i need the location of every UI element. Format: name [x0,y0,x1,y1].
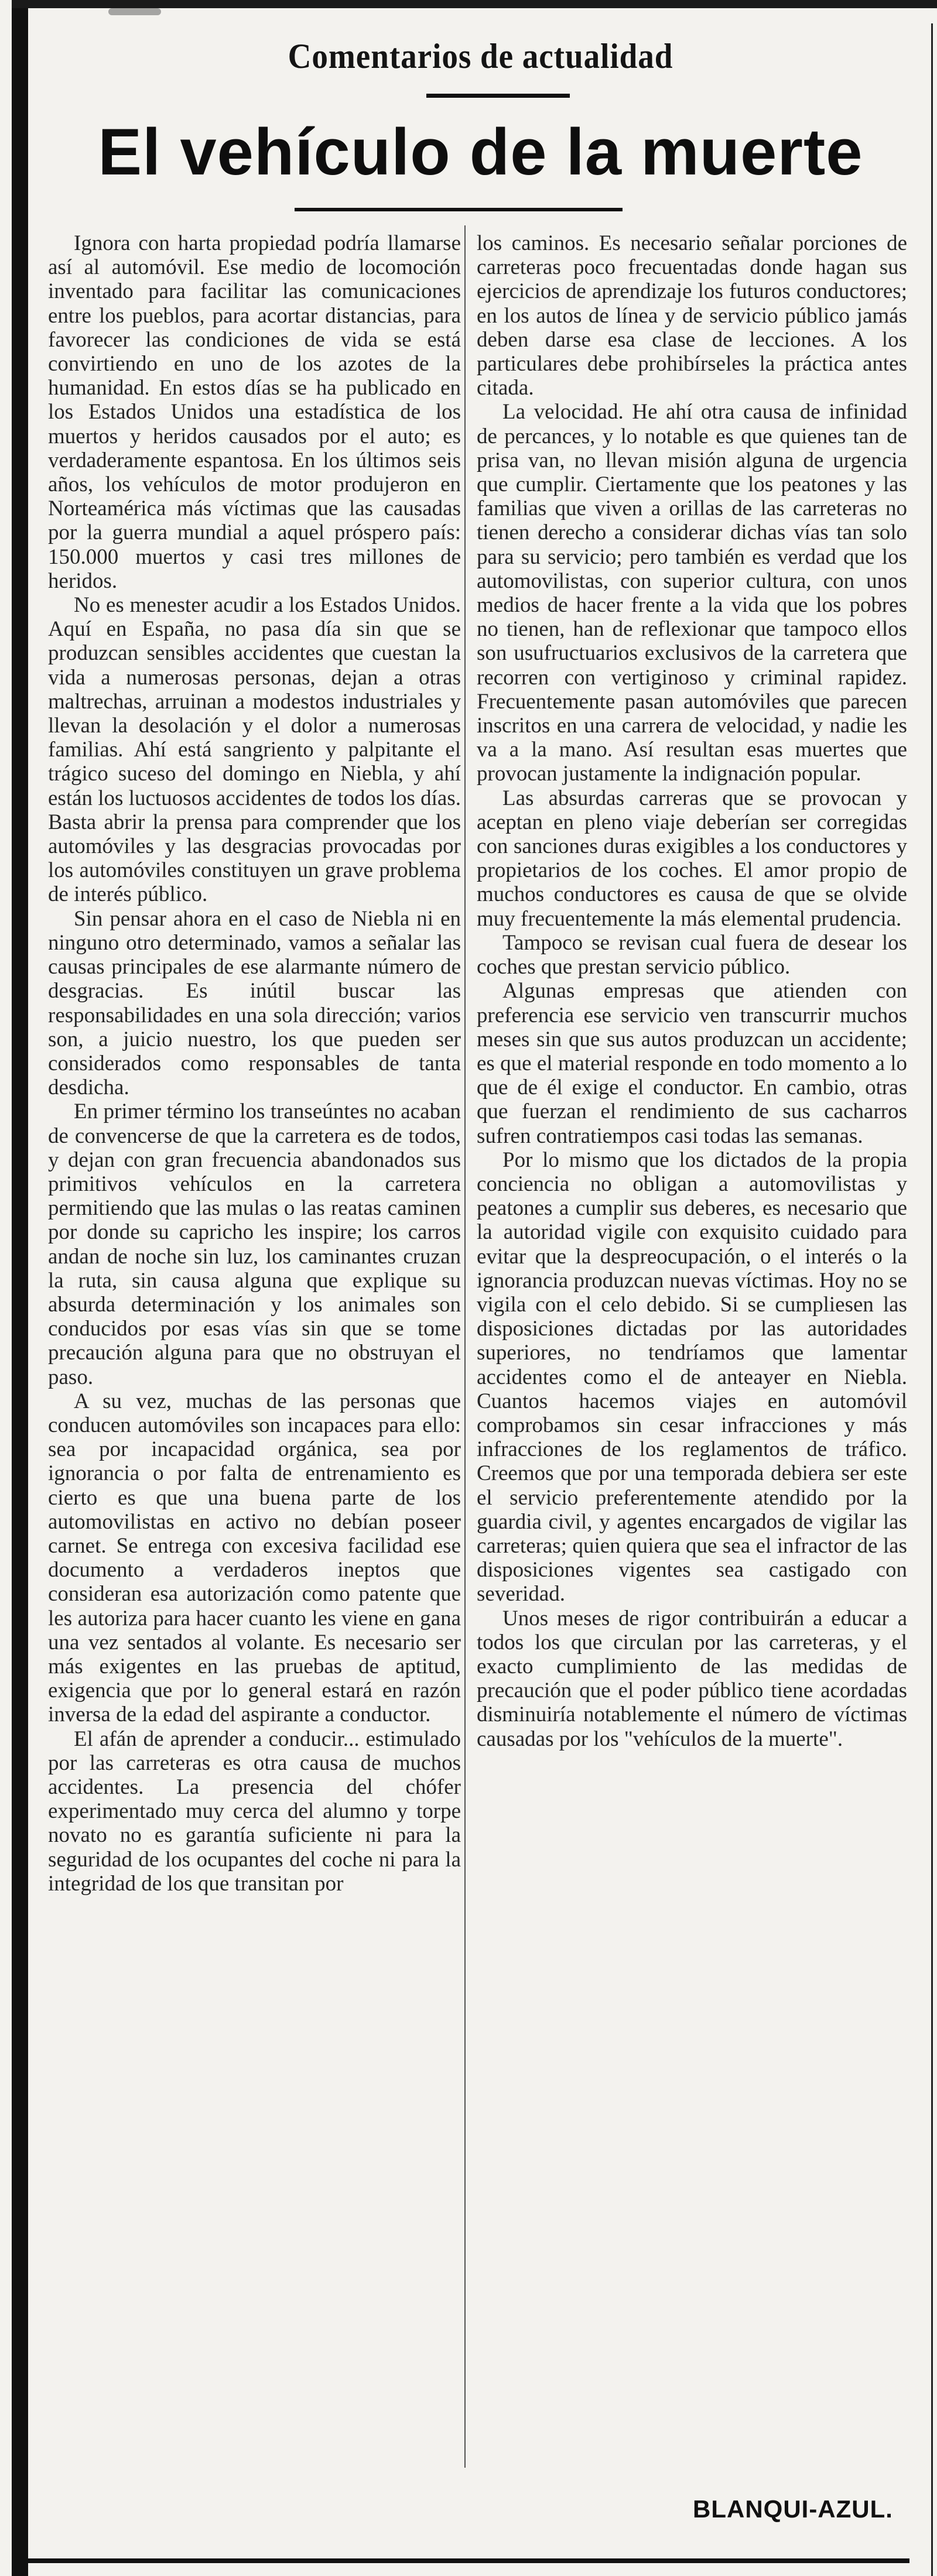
paragraph: El afán de aprender a conducir... estimulado por las carreteras es otra causa de muchos accidentes. La presencia del chófer experimentado muy cerca del alumno y torpe novato no es garantía suficiente ni para la seguridad de los ocupantes del coche ni para la integridad de los que transitan por [48,1727,461,1896]
paragraph: No es menester acudir a los Estados Unidos. Aquí en España, no pasa día sin que se produzcan sensibles accidentes que cuestan la vida a numerosas personas, dejan a otras maltrechas, arruinan a modestos industriales y llevan la desolación y el dolor a numerosas familias. Ahí está sangriento y palpitante el trágico suceso del domingo en Niebla, y ahí están los luctuosos accidentes de todos los días. Basta abrir la prensa para comprender que los automóviles y las desgracias provocadas por los automóviles constituyen un grave problema de interés público. [48,593,461,907]
paragraph: Unos meses de rigor contribuirán a educar a todos los que circulan por las carreteras, y el exacto cumplimiento de las medidas de precaución que el poder público tiene acordadas disminuiría notablemente el número de víctimas causadas por los "vehículos de la muerte". [477,1606,907,1751]
column-divider [464,225,466,2468]
author-signature: BLANQUI-AZUL. [693,2495,893,2523]
paragraph: Las absurdas carreras que se provocan y aceptan en pleno viaje deberían ser corregidas con sanciones duras exigibles a los conductores y propietarios de los coches. El amor propio de muchos conductores es causa de que se olvide muy frecuentemente la más elemental prudencia. [477,786,907,931]
article-bottom-rule [28,2558,909,2563]
right-column [477,231,907,1751]
paragraph: Ignora con harta propiedad podría llamarse así al automóvil. Ese medio de locomoción inventado para facilitar las comunicaciones entre los pueblos, para acortar distancias, para favorecer las condiciones de vida se está convirtiendo en uno de los azotes de la humanidad. En estos días se ha publicado en los Estados Unidos una estadística de los muertos y heridos causados por el auto; es verdaderamente espantosa. En los últimos seis años, los vehículos de motor produjeron en Norteamérica más víctimas que las causadas por la guerra mundial a aquel próspero país: 150.000 muertos y casi tres millones de heridos. [48,231,461,593]
section-kicker: Comentarios de actualidad [288,37,673,76]
paragraph: En primer término los transeúntes no acaban de convencerse de que la carretera es de todos, y dejan con gran frecuencia abandonados sus primitivos vehículos en la carretera permitiendo que las mulas o las reatas caminen por donde su capricho les inspire; los carros andan de noche sin luz, los caminantes cruzan la ruta, sin causa alguna que explique su absurda determinación y los animales son conducidos por esas vías sin que se tome precaución alguna para que no obstruyan el paso. [48,1099,461,1389]
left-column [48,231,461,1896]
kicker-rule [426,94,570,98]
paragraph: Por lo mismo que los dictados de la propia conciencia no obligan a automovilistas y peatones a cumplir sus deberes, es necesario que la autoridad vigile con exquisito cuidado para evitar que la despreocupación, o el interés o la ignorancia produzcan nuevas víctimas. Hoy no se vigila con el celo debido. Si se cumpliesen las disposiciones dictadas por las autoridades superiores, no tendríamos que lamentar accidentes como el de anteayer en Niebla. Cuantos hacemos viajes en automóvil comprobamos sin cesar infracciones y más infracciones de los reglamentos de tráfico. Creemos que por una temporada debiera ser este el servicio preferentemente atendido por la guardia civil, y agentes encargados de vigilar las carreteras; quien quiera que sea el infractor de las disposiciones vigentes sea castigado con severidad. [477,1147,907,1606]
paragraph: A su vez, muchas de las personas que conducen automóviles son incapaces para ello: sea por incapacidad orgánica, sea por ignorancia o por falta de entrenamiento es cierto es que una buena parte de los automovilistas en activo no debían poseer carnet. Se entrega con excesiva facilidad ese documento a verdaderos ineptos que consideran esa autorización como patente que les autoriza para hacer cuanto les viene en gana una vez sentados al volante. Es necesario ser más exigentes en las pruebas de aptitud, exigencia que por lo general estará en razón inversa de la edad del aspirante a conductor. [48,1389,461,1727]
paragraph-continuation: los caminos. Es necesario señalar porciones de carreteras poco frecuentadas donde hagan sus ejercicios de aprendizaje los futuros conductores; en los autos de línea y de servicio público jamás deben darse esa clase de lecciones. A los particulares debe prohibírseles la práctica antes citada. [477,231,907,400]
paragraph: Algunas empresas que atienden con preferencia ese servicio ven transcurrir muchos meses sin que sus autos produzcan un accidente; es que el material responde en todo momento a lo que de él exige el conductor. En cambio, otras que fuerzan el rendimiento de sus cacharros sufren contratiempos casi todas las semanas. [477,979,907,1148]
headline-rule [295,208,623,211]
newspaper-article [28,0,933,2576]
paragraph: Tampoco se revisan cual fuera de desear los coches que prestan servicio público. [477,930,907,979]
paragraph: Sin pensar ahora en el caso de Niebla ni en ninguno otro determinado, vamos a señalar las causas principales de ese alarmante número de desgracias. Es inútil buscar las responsabilidades en una sola dirección; varios son, a juicio nuestro, los que pueden ser considerados como responsables de tanta desdicha. [48,906,461,1100]
page-left-border [12,0,28,2576]
article-headline: El vehículo de la muerte [98,115,863,189]
paragraph: La velocidad. He ahí otra causa de infinidad de percances, y lo notable es que quienes tan de prisa van, no llevan misión alguna de urgencia que cumplir. Ciertamente que los peatones y las familias que viven a orillas de las carreteras no tienen derecho a considerar dichas vías tan solo para su servicio; pero también es verdad que los automovilistas, con superior cultura, con unos medios de hacer frente a la vida que los pobres no tienen, han de reflexionar que tampoco ellos son usufructuarios exclusivos de la carretera que recorren con vertiginoso y criminal rapidez. Frecuentemente pasan automóviles que parecen inscritos en una carrera de velocidad, y nadie les va a la mano. Así resultan esas muertes que provocan justamente la indignación popular. [477,400,907,786]
